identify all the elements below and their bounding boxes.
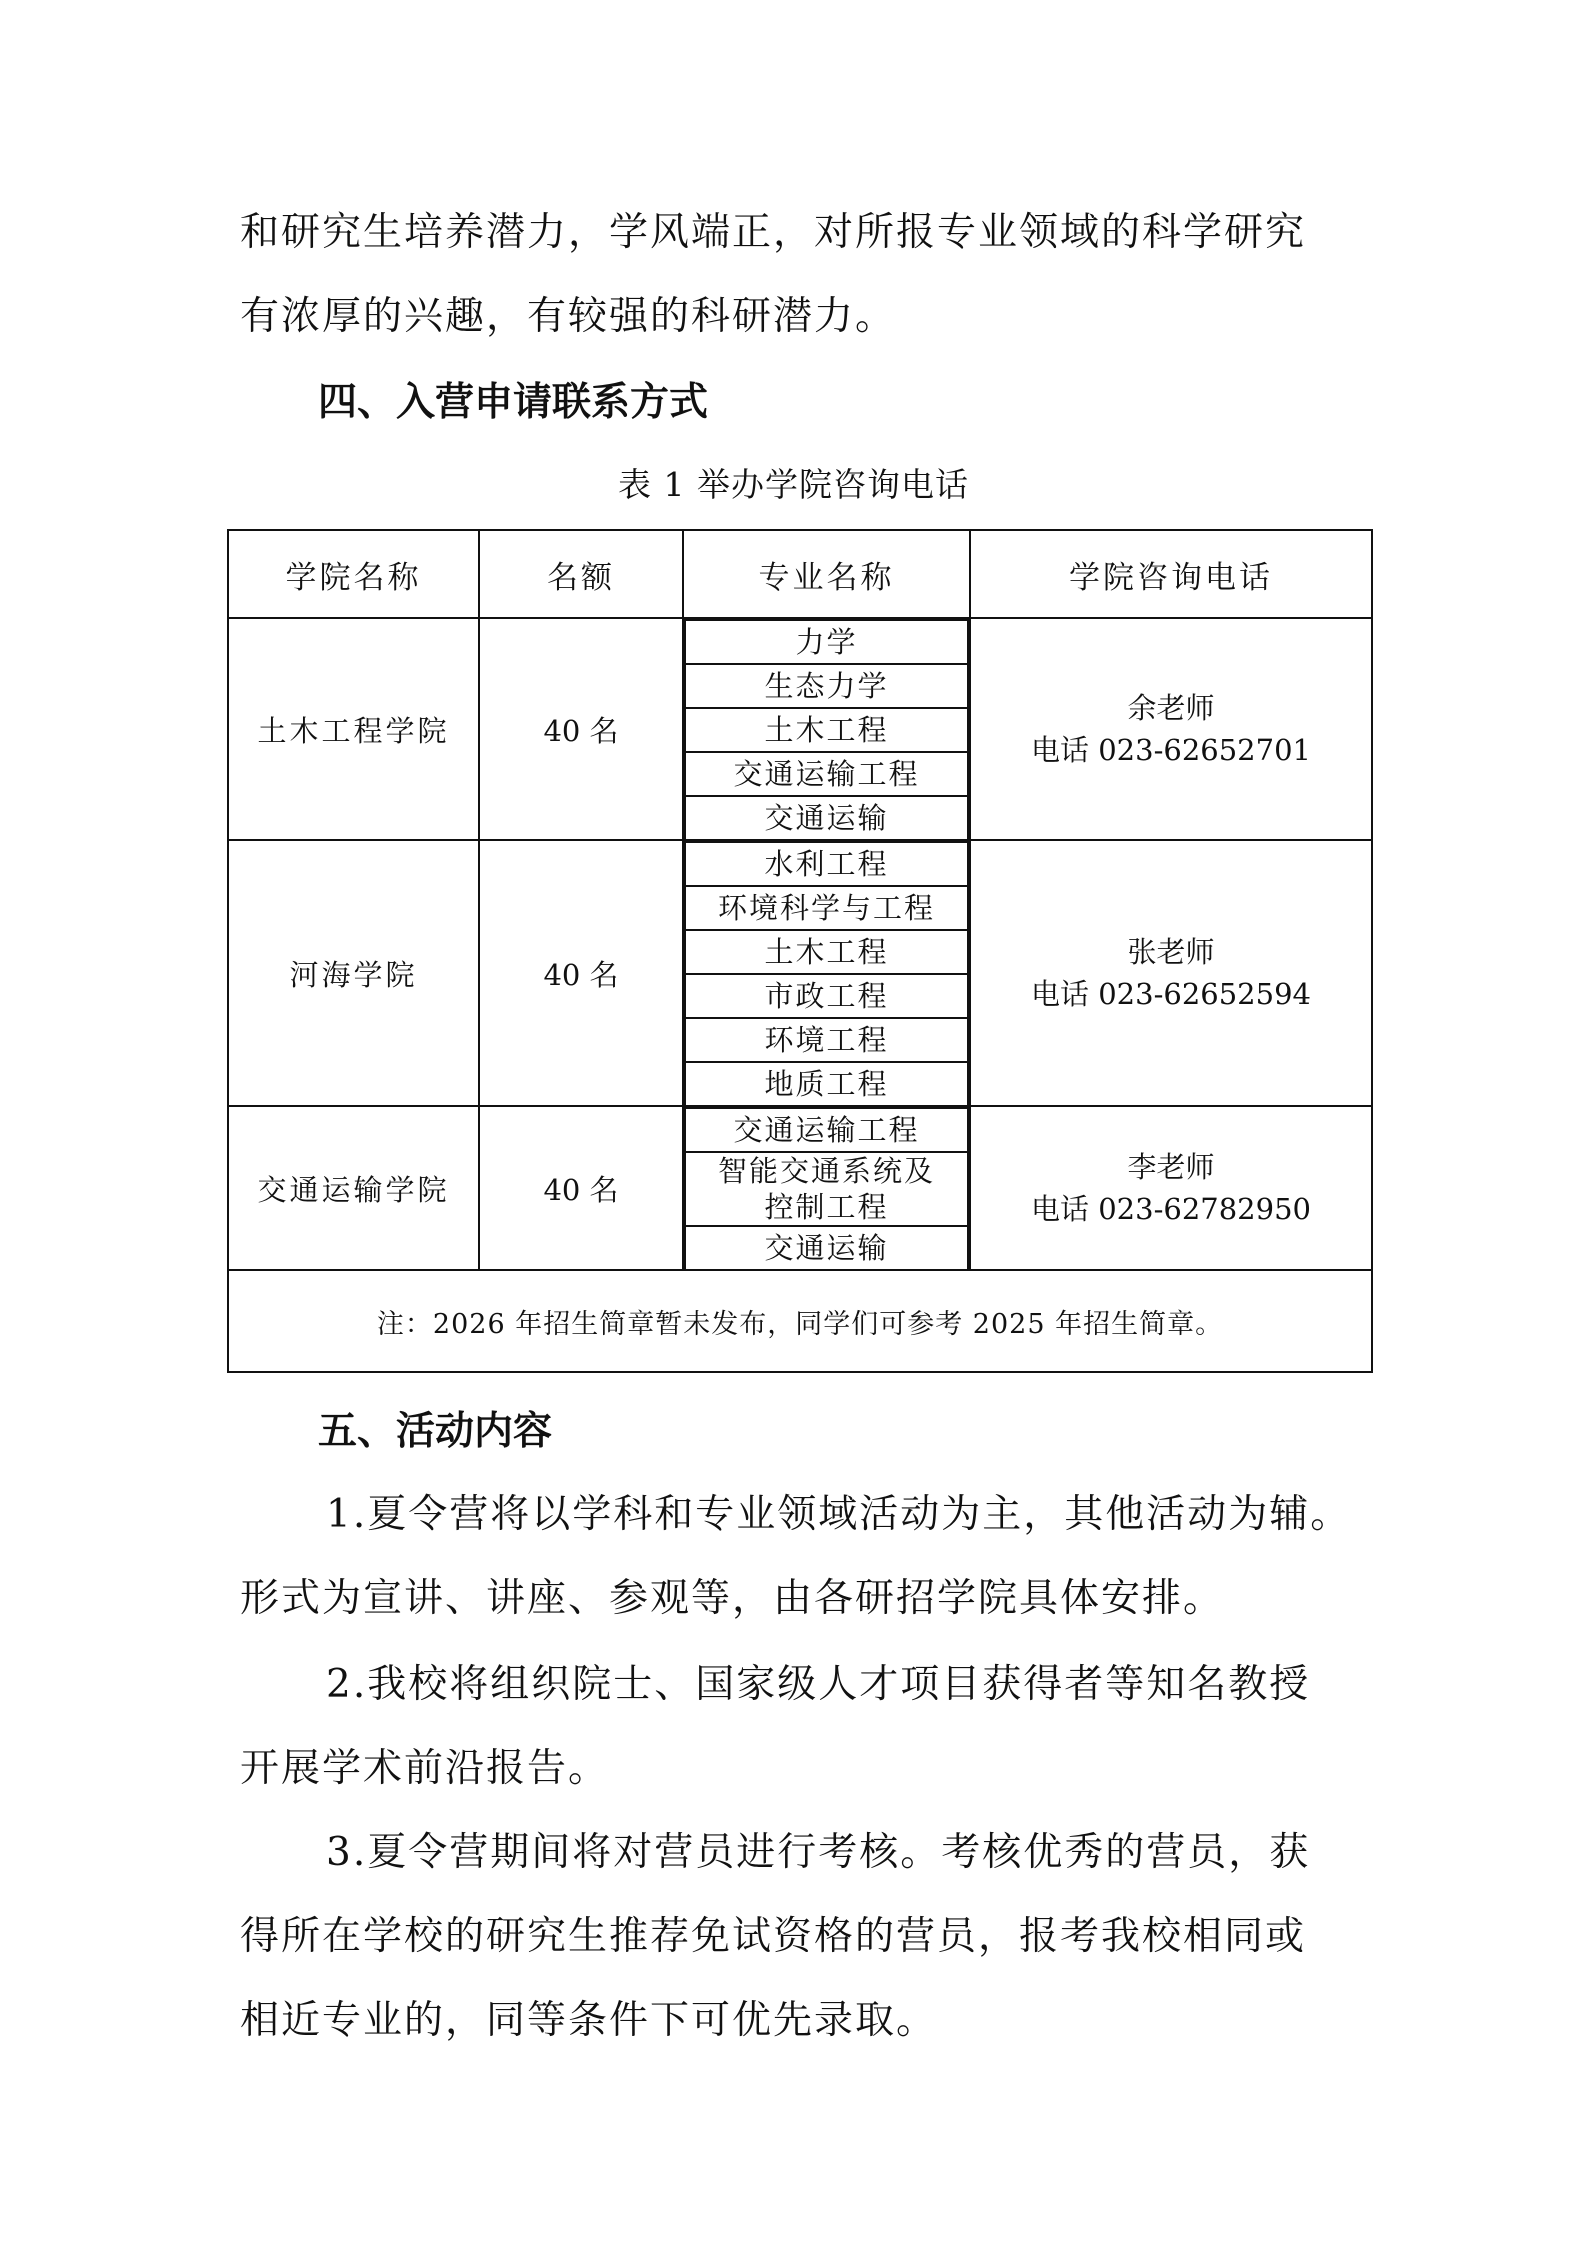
- table-row: [228, 840, 1372, 1106]
- intro-text-line-2: 有浓厚的兴趣，有较强的科研潜力。: [240, 294, 897, 339]
- college-name: 土木工程学院: [228, 618, 479, 840]
- major-item: 市政工程: [685, 974, 968, 1018]
- college-quota: 40 名: [479, 840, 683, 1106]
- activity-2-line-1: 2.我校将组织院士、国家级人才项目获得者等知名教授: [326, 1662, 1311, 1707]
- activity-1-line-1: 1.夏令营将以学科和专业领域活动为主，其他活动为辅。: [326, 1492, 1352, 1537]
- college-quota: 40 名: [479, 1106, 683, 1270]
- major-item: 土木工程: [685, 708, 968, 752]
- college-name: 河海学院: [228, 840, 479, 1106]
- activity-1-line-2: 形式为宣讲、讲座、参观等，由各研招学院具体安排。: [240, 1576, 1225, 1621]
- major-item: 水利工程: [685, 842, 968, 886]
- table-note-row: [228, 1270, 1372, 1372]
- contact-phone: 电话 023-62652594: [1031, 977, 1311, 1011]
- contact-name: 余老师: [1127, 691, 1215, 725]
- contact-cell: [970, 618, 1372, 840]
- major-item-multiline: [685, 1152, 968, 1226]
- major-item: 交通运输: [685, 1226, 968, 1269]
- header-major: 专业名称: [683, 530, 970, 618]
- major-item: 环境科学与工程: [685, 886, 968, 930]
- major-list: [683, 1106, 970, 1270]
- major-list: [683, 840, 970, 1106]
- header-quota: 名额: [479, 530, 683, 618]
- major-item: 交通运输: [685, 796, 968, 839]
- major-item-line: 控制工程: [764, 1190, 889, 1224]
- major-item: 交通运输工程: [685, 1108, 968, 1152]
- intro-text-line-1: 和研究生培养潜力，学风端正，对所报专业领域的科学研究: [240, 210, 1307, 255]
- major-item-line: 智能交通系统及: [717, 1154, 935, 1188]
- table-row: [228, 618, 1372, 840]
- activity-3-line-3: 相近专业的，同等条件下可优先录取。: [240, 1998, 938, 2043]
- table-caption: 表 1 举办学院咨询电话: [618, 465, 969, 504]
- activity-3-line-1: 3.夏令营期间将对营员进行考核。考核优秀的营员，获: [326, 1830, 1311, 1875]
- major-item: 环境工程: [685, 1018, 968, 1062]
- table-header-row: [228, 530, 1372, 618]
- contact-phone: 电话 023-62782950: [1031, 1192, 1311, 1226]
- contact-name: 张老师: [1127, 935, 1215, 969]
- college-quota: 40 名: [479, 618, 683, 840]
- major-item: 地质工程: [685, 1062, 968, 1105]
- major-item: 生态力学: [685, 664, 968, 708]
- table-note: 注：2026 年招生简章暂未发布，同学们可参考 2025 年招生简章。: [228, 1270, 1372, 1372]
- table-row: [228, 1106, 1372, 1270]
- college-name: 交通运输学院: [228, 1106, 479, 1270]
- major-item: 土木工程: [685, 930, 968, 974]
- section-heading-activities: 五、活动内容: [318, 1409, 553, 1454]
- header-phone: 学院咨询电话: [970, 530, 1372, 618]
- contact-phone: 电话 023-62652701: [1031, 733, 1311, 767]
- major-item: 力学: [685, 620, 968, 664]
- contact-cell: [970, 1106, 1372, 1270]
- activity-2-line-2: 开展学术前沿报告。: [240, 1746, 610, 1791]
- contact-name: 李老师: [1127, 1150, 1215, 1184]
- contact-cell: [970, 840, 1372, 1106]
- major-list: [683, 618, 970, 840]
- major-item: 交通运输工程: [685, 752, 968, 796]
- activity-3-line-2: 得所在学校的研究生推荐免试资格的营员，报考我校相同或: [240, 1914, 1307, 1959]
- contact-table: [227, 529, 1373, 1373]
- header-college: 学院名称: [228, 530, 479, 618]
- section-heading-contact: 四、入营申请联系方式: [318, 380, 709, 425]
